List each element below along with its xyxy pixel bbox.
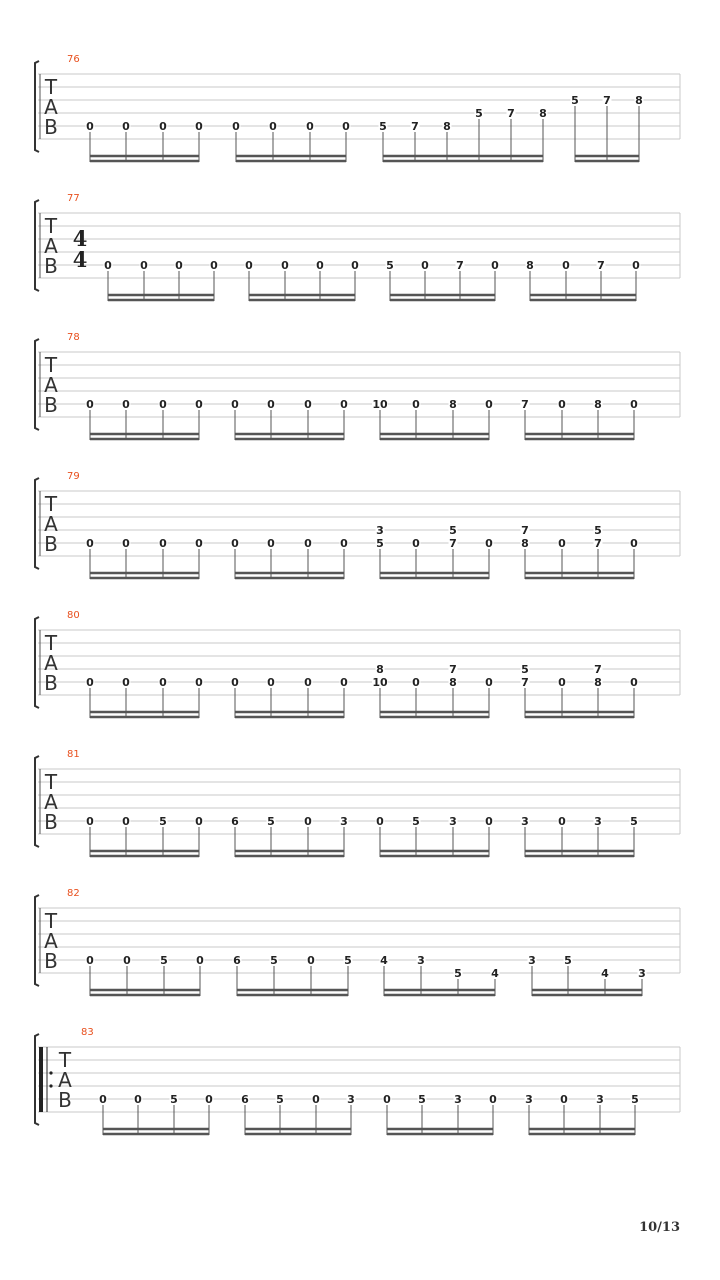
fret-number: 8	[443, 120, 451, 133]
tab-system-79	[35, 471, 680, 579]
system-bracket	[35, 478, 39, 569]
fret-number: 0	[485, 676, 493, 689]
fret-number: 4	[601, 967, 609, 980]
fret-number: 4	[380, 954, 388, 967]
fret-number: 0	[195, 398, 203, 411]
fret-number: 3	[594, 815, 602, 828]
time-signature-digit: 4	[72, 247, 88, 272]
fret-number: 5	[631, 1093, 639, 1106]
fret-number: 0	[104, 259, 112, 272]
fret-number: 5	[159, 815, 167, 828]
fret-number: 0	[267, 676, 275, 689]
fret-number: 0	[342, 120, 350, 133]
fret-number: 0	[485, 815, 493, 828]
fret-number: 5	[571, 94, 579, 107]
fret-number: 4	[491, 967, 499, 980]
fret-number: 0	[312, 1093, 320, 1106]
fret-number: 0	[376, 815, 384, 828]
system-bracket	[35, 1034, 39, 1125]
fret-number: 0	[306, 120, 314, 133]
fret-number: 0	[304, 398, 312, 411]
fret-number: 0	[159, 676, 167, 689]
fret-number: 7	[594, 663, 602, 676]
fret-number: 7	[594, 537, 602, 550]
fret-number: 0	[175, 259, 183, 272]
fret-number: 5	[454, 967, 462, 980]
tab-system-80	[35, 610, 680, 718]
tab-clef-letter: B	[44, 393, 58, 417]
fret-number: 0	[412, 537, 420, 550]
fret-number: 6	[231, 815, 239, 828]
fret-number: 3	[454, 1093, 462, 1106]
fret-number: 0	[86, 815, 94, 828]
fret-number: 3	[340, 815, 348, 828]
fret-number: 3	[376, 524, 384, 537]
measure-number: 76	[67, 54, 80, 65]
fret-number: 5	[276, 1093, 284, 1106]
fret-number: 0	[122, 676, 130, 689]
fret-number: 0	[159, 120, 167, 133]
fret-number: 8	[521, 537, 529, 550]
fret-number: 5	[386, 259, 394, 272]
tab-clef-letter: T	[44, 631, 58, 655]
fret-number: 0	[122, 398, 130, 411]
fret-number: 0	[307, 954, 315, 967]
fret-number: 5	[270, 954, 278, 967]
fret-number: 0	[195, 120, 203, 133]
system-bracket	[35, 756, 39, 847]
fret-number: 0	[86, 676, 94, 689]
tab-clef-letter: B	[44, 810, 58, 834]
tab-clef-letter: A	[44, 512, 58, 536]
time-signature-digit: 4	[72, 226, 88, 251]
fret-number: 8	[594, 676, 602, 689]
fret-number: 7	[456, 259, 464, 272]
tab-clef-letter: T	[58, 1048, 72, 1072]
tab-clef-letter: B	[44, 254, 58, 278]
fret-number: 10	[372, 398, 388, 411]
fret-number: 0	[630, 398, 638, 411]
fret-number: 0	[232, 120, 240, 133]
fret-number: 0	[412, 398, 420, 411]
fret-number: 0	[632, 259, 640, 272]
fret-number: 0	[99, 1093, 107, 1106]
fret-number: 0	[304, 537, 312, 550]
fret-number: 8	[449, 398, 457, 411]
fret-number: 3	[521, 815, 529, 828]
tab-clef-letter: A	[44, 651, 58, 675]
fret-number: 5	[170, 1093, 178, 1106]
measure-number: 78	[67, 332, 80, 343]
fret-number: 0	[630, 537, 638, 550]
fret-number: 0	[558, 537, 566, 550]
fret-number: 8	[526, 259, 534, 272]
fret-number: 0	[304, 815, 312, 828]
fret-number: 7	[521, 524, 529, 537]
tab-system-81	[35, 749, 680, 857]
measure-number: 83	[81, 1027, 94, 1038]
fret-number: 0	[485, 537, 493, 550]
fret-number: 0	[86, 954, 94, 967]
tab-clef-letter: A	[44, 373, 58, 397]
tab-clef-letter: B	[44, 671, 58, 695]
tab-clef-letter: A	[44, 234, 58, 258]
fret-number: 0	[560, 1093, 568, 1106]
fret-number: 0	[267, 398, 275, 411]
fret-number: 6	[233, 954, 241, 967]
fret-number: 0	[231, 537, 239, 550]
fret-number: 7	[449, 537, 457, 550]
measure-number: 79	[67, 471, 80, 482]
fret-number: 5	[379, 120, 387, 133]
tab-clef-letter: T	[44, 353, 58, 377]
fret-number: 0	[195, 815, 203, 828]
system-bracket	[35, 61, 39, 152]
fret-number: 5	[344, 954, 352, 967]
fret-number: 5	[160, 954, 168, 967]
system-bracket	[35, 200, 39, 291]
fret-number: 3	[347, 1093, 355, 1106]
fret-number: 5	[267, 815, 275, 828]
fret-number: 3	[528, 954, 536, 967]
fret-number: 7	[521, 398, 529, 411]
fret-number: 5	[412, 815, 420, 828]
fret-number: 3	[596, 1093, 604, 1106]
tab-clef-letter: B	[44, 532, 58, 556]
tab-system-77	[35, 193, 680, 301]
fret-number: 0	[421, 259, 429, 272]
fret-number: 3	[638, 967, 646, 980]
tab-clef-letter: A	[44, 929, 58, 953]
tab-clef-letter: B	[44, 949, 58, 973]
fret-number: 7	[411, 120, 419, 133]
fret-number: 0	[122, 537, 130, 550]
tab-clef-letter: A	[44, 790, 58, 814]
measure-number: 81	[67, 749, 80, 760]
fret-number: 8	[594, 398, 602, 411]
fret-number: 0	[489, 1093, 497, 1106]
fret-number: 10	[372, 676, 388, 689]
fret-number: 3	[449, 815, 457, 828]
tab-clef-letter: B	[44, 115, 58, 139]
fret-number: 8	[635, 94, 643, 107]
fret-number: 5	[418, 1093, 426, 1106]
tab-system-82	[35, 888, 680, 996]
tab-clef-letter: T	[44, 492, 58, 516]
repeat-dot	[49, 1084, 52, 1087]
fret-number: 0	[231, 398, 239, 411]
fret-number: 0	[86, 398, 94, 411]
tab-system-76	[35, 54, 680, 162]
fret-number: 7	[603, 94, 611, 107]
fret-number: 0	[196, 954, 204, 967]
system-bracket	[35, 895, 39, 986]
fret-number: 5	[475, 107, 483, 120]
tab-clef-letter: B	[58, 1088, 72, 1112]
fret-number: 0	[210, 259, 218, 272]
fret-number: 0	[383, 1093, 391, 1106]
fret-number: 0	[351, 259, 359, 272]
fret-number: 7	[449, 663, 457, 676]
tab-clef-letter: A	[58, 1068, 72, 1092]
fret-number: 0	[86, 537, 94, 550]
fret-number: 0	[140, 259, 148, 272]
fret-number: 5	[449, 524, 457, 537]
tab-clef-letter: T	[44, 909, 58, 933]
measure-number: 80	[67, 610, 80, 621]
fret-number: 0	[195, 676, 203, 689]
fret-number: 0	[195, 537, 203, 550]
fret-number: 8	[376, 663, 384, 676]
fret-number: 0	[159, 537, 167, 550]
fret-number: 6	[241, 1093, 249, 1106]
tab-clef-letter: A	[44, 95, 58, 119]
fret-number: 0	[630, 676, 638, 689]
fret-number: 7	[521, 676, 529, 689]
fret-number: 7	[507, 107, 515, 120]
fret-number: 0	[269, 120, 277, 133]
fret-number: 7	[597, 259, 605, 272]
fret-number: 0	[205, 1093, 213, 1106]
measure-number: 82	[67, 888, 80, 899]
fret-number: 5	[564, 954, 572, 967]
fret-number: 0	[558, 398, 566, 411]
fret-number: 0	[340, 537, 348, 550]
fret-number: 0	[340, 398, 348, 411]
fret-number: 0	[491, 259, 499, 272]
fret-number: 0	[340, 676, 348, 689]
tab-system-83	[35, 1027, 680, 1135]
fret-number: 0	[412, 676, 420, 689]
fret-number: 0	[231, 676, 239, 689]
system-bracket	[35, 617, 39, 708]
fret-number: 0	[281, 259, 289, 272]
tab-clef-letter: T	[44, 214, 58, 238]
fret-number: 0	[134, 1093, 142, 1106]
fret-number: 0	[562, 259, 570, 272]
fret-number: 5	[630, 815, 638, 828]
fret-number: 0	[122, 120, 130, 133]
fret-number: 5	[376, 537, 384, 550]
fret-number: 8	[449, 676, 457, 689]
fret-number: 0	[304, 676, 312, 689]
fret-number: 5	[594, 524, 602, 537]
fret-number: 0	[558, 676, 566, 689]
fret-number: 0	[86, 120, 94, 133]
fret-number: 0	[316, 259, 324, 272]
page-number: 10/13	[639, 1220, 680, 1235]
fret-number: 0	[245, 259, 253, 272]
fret-number: 3	[525, 1093, 533, 1106]
tab-clef-letter: T	[44, 75, 58, 99]
fret-number: 0	[267, 537, 275, 550]
tab-system-78	[35, 332, 680, 440]
fret-number: 8	[539, 107, 547, 120]
fret-number: 0	[159, 398, 167, 411]
system-bracket	[35, 339, 39, 430]
fret-number: 0	[122, 815, 130, 828]
fret-number: 0	[558, 815, 566, 828]
fret-number: 0	[123, 954, 131, 967]
fret-number: 3	[417, 954, 425, 967]
measure-number: 77	[67, 193, 80, 204]
repeat-dot	[49, 1071, 52, 1074]
tab-clef-letter: T	[44, 770, 58, 794]
fret-number: 0	[485, 398, 493, 411]
fret-number: 5	[521, 663, 529, 676]
